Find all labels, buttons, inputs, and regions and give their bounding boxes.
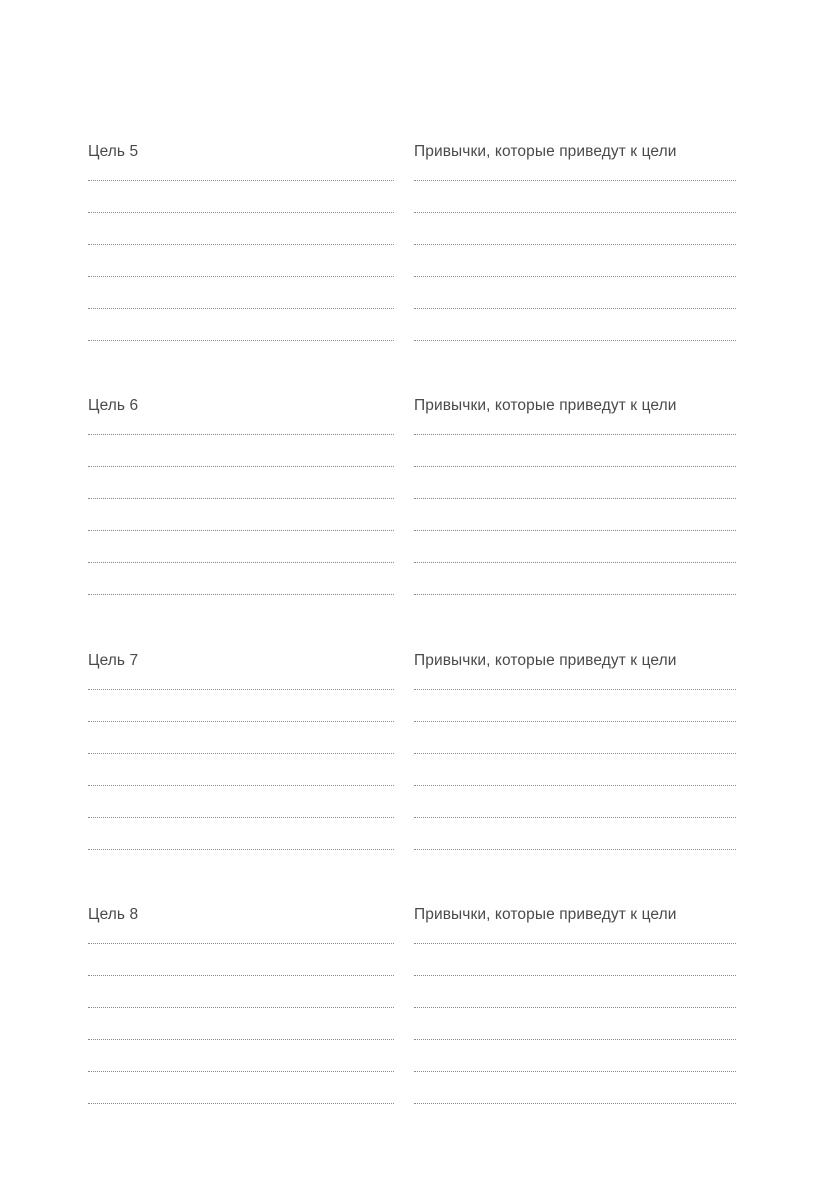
habits-writing-lines [414,180,736,372]
writing-line[interactable] [88,498,394,499]
writing-line[interactable] [414,943,736,944]
writing-line[interactable] [88,1007,394,1008]
goal-heading: Цель 6 [88,397,139,414]
writing-line[interactable] [88,594,394,595]
writing-line[interactable] [88,562,394,563]
habits-heading: Привычки, которые приведут к цели [414,906,677,923]
goal-writing-lines [88,180,394,372]
writing-line[interactable] [414,244,736,245]
writing-line[interactable] [88,466,394,467]
habits-writing-lines [414,689,736,881]
writing-line[interactable] [88,1039,394,1040]
writing-line[interactable] [414,1103,736,1104]
writing-line[interactable] [414,340,736,341]
habits-column [414,143,736,161]
writing-line[interactable] [88,689,394,690]
writing-line[interactable] [88,849,394,850]
goal-section-6 [0,397,817,627]
goal-column [88,143,394,161]
writing-line[interactable] [88,244,394,245]
goal-heading: Цель 7 [88,652,139,669]
writing-line[interactable] [88,180,394,181]
goal-writing-lines [88,434,394,626]
habits-writing-lines [414,943,736,1135]
goal-heading: Цель 8 [88,906,139,923]
writing-line[interactable] [414,721,736,722]
writing-line[interactable] [414,594,736,595]
writing-line[interactable] [88,817,394,818]
goal-writing-lines [88,943,394,1135]
writing-line[interactable] [414,466,736,467]
writing-line[interactable] [88,1103,394,1104]
writing-line[interactable] [414,849,736,850]
habits-writing-lines [414,434,736,626]
writing-line[interactable] [414,753,736,754]
writing-line[interactable] [414,530,736,531]
writing-line[interactable] [88,530,394,531]
writing-line[interactable] [88,753,394,754]
goal-section-5 [0,143,817,373]
writing-line[interactable] [414,498,736,499]
goal-column [88,397,394,415]
writing-line[interactable] [88,1071,394,1072]
writing-line[interactable] [414,276,736,277]
habits-column [414,397,736,415]
habits-heading: Привычки, которые приведут к цели [414,143,677,160]
writing-line[interactable] [414,434,736,435]
writing-line[interactable] [414,212,736,213]
writing-line[interactable] [88,276,394,277]
habits-heading: Привычки, которые приведут к цели [414,397,677,414]
goal-column [88,906,394,924]
writing-line[interactable] [88,212,394,213]
writing-line[interactable] [414,180,736,181]
writing-line[interactable] [88,785,394,786]
goal-column [88,652,394,670]
goal-section-8 [0,906,817,1136]
habits-column [414,652,736,670]
writing-line[interactable] [414,308,736,309]
writing-line[interactable] [88,340,394,341]
habits-heading: Привычки, которые приведут к цели [414,652,677,669]
writing-line[interactable] [88,943,394,944]
writing-line[interactable] [414,562,736,563]
writing-line[interactable] [414,817,736,818]
goal-section-7 [0,652,817,882]
writing-line[interactable] [88,975,394,976]
writing-line[interactable] [414,975,736,976]
writing-line[interactable] [88,721,394,722]
habits-column [414,906,736,924]
writing-line[interactable] [88,308,394,309]
writing-line[interactable] [414,785,736,786]
writing-line[interactable] [414,1007,736,1008]
writing-line[interactable] [414,1071,736,1072]
writing-line[interactable] [414,689,736,690]
goal-heading: Цель 5 [88,143,139,160]
writing-line[interactable] [88,434,394,435]
writing-line[interactable] [414,1039,736,1040]
goal-writing-lines [88,689,394,881]
